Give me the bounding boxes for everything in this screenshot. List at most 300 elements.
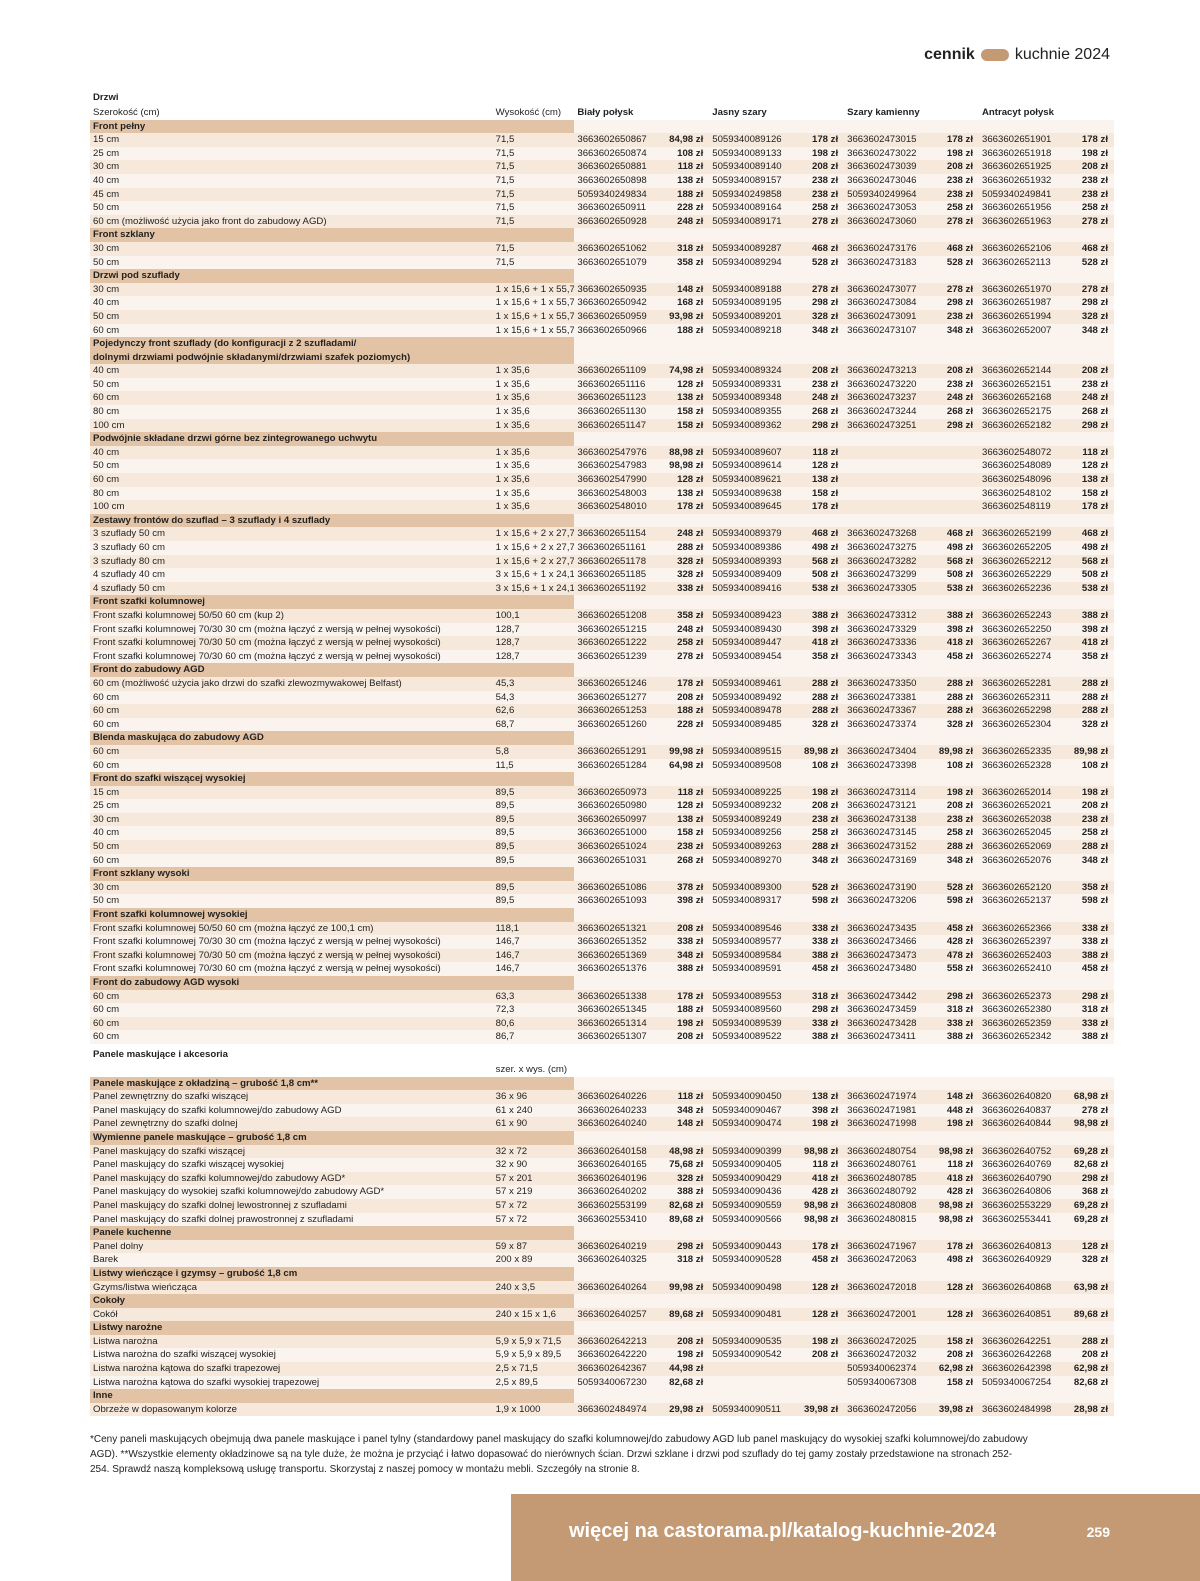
code-cell: 3663602651208 xyxy=(574,609,664,623)
price-cell xyxy=(799,1362,844,1376)
code-cell: 5059340090566 xyxy=(709,1213,799,1227)
price-cell: 318 zł xyxy=(799,990,844,1004)
table-row xyxy=(90,894,1114,908)
code-cell: 5059340089423 xyxy=(709,609,799,623)
category-blank-cell xyxy=(574,976,709,990)
product-size: 240 x 3,5 xyxy=(493,1281,575,1295)
code-cell: 3663602652267 xyxy=(979,636,1069,650)
footnote: *Ceny paneli maskujących obejmują dwa panele maskujące i panel tylny (standardowy panel maskujący do szafki kolumnowej/do zabudowy AGD lub panel maskujący do wysokiej szafki kolumnowej/do zabudowy AGD). **Wszystkie elementy okładzinowe są na tyle duże, że można je przyciąć i łatwo dopasować do nierównych ścian. Drzwi szklane i drzwi pod szuflady do tej gamy zostały przedstawione na stronach 252-254. Sprawdź naszą kompleksową usługę transportu. Skorzystaj z naszej pomocy w montażu mebli. Szczegóły na stronie 8. xyxy=(90,1434,1028,1475)
code-cell: 3663602651178 xyxy=(574,555,664,569)
code-cell: 3663602650898 xyxy=(574,174,664,188)
table-row xyxy=(90,922,1114,936)
product-name: Panel maskujący do szafki wiszącej xyxy=(90,1145,493,1159)
code-cell: 3663602473268 xyxy=(844,527,934,541)
code-cell: 5059340249834 xyxy=(574,188,664,202)
name-column-header: Szerokość (cm) xyxy=(93,107,160,118)
code-cell: 3663602651154 xyxy=(574,527,664,541)
category-blank-cell xyxy=(844,976,979,990)
product-size: 1 x 35,6 xyxy=(493,378,575,392)
price-cell: 298 zł xyxy=(934,296,979,310)
code-cell: 3663602473213 xyxy=(844,364,934,378)
code-cell: 3663602651284 xyxy=(574,759,664,773)
price-cell: 82,68 zł xyxy=(1069,1158,1114,1172)
price-cell: 258 zł xyxy=(934,201,979,215)
code-cell: 3663602651109 xyxy=(574,364,664,378)
code-cell: 3663602553229 xyxy=(979,1199,1069,1213)
category-blank-cell xyxy=(979,595,1114,609)
category-row xyxy=(90,1226,1114,1240)
category-row xyxy=(90,1131,1114,1145)
color-column-header-jasny: Jasny szary xyxy=(712,107,767,118)
table-row xyxy=(90,718,1114,732)
product-size: 3 x 15,6 + 1 x 24,1 xyxy=(493,582,575,596)
code-cell: 3663602640325 xyxy=(574,1253,664,1267)
category-blank-cell xyxy=(979,228,1114,242)
price-cell: 108 zł xyxy=(1069,759,1114,773)
product-size: 71,5 xyxy=(493,188,575,202)
price-cell: 138 zł xyxy=(664,391,709,405)
code-cell: 3663602652076 xyxy=(979,854,1069,868)
price-cell: 69,28 zł xyxy=(1069,1199,1114,1213)
price-cell: 178 zł xyxy=(934,133,979,147)
code-cell: 3663602651970 xyxy=(979,283,1069,297)
table-row xyxy=(90,324,1114,338)
code-cell: 3663602640844 xyxy=(979,1117,1069,1131)
table-row xyxy=(90,949,1114,963)
table-row xyxy=(90,677,1114,691)
code-cell: 3663602652380 xyxy=(979,1003,1069,1017)
name-column-header xyxy=(90,1063,493,1077)
code-cell: 3663602651000 xyxy=(574,826,664,840)
code-cell xyxy=(844,459,934,473)
product-name: Cokół xyxy=(90,1308,493,1322)
category-blank-cell xyxy=(844,1077,979,1091)
category-blank-cell xyxy=(844,1294,979,1308)
code-cell: 5059340249964 xyxy=(844,188,934,202)
category-label: Front szafki kolumnowej wysokiej xyxy=(90,908,574,922)
category-blank-cell xyxy=(844,1267,979,1281)
product-name: 4 szuflady 40 cm xyxy=(90,568,493,582)
product-name: 30 cm xyxy=(90,283,493,297)
product-name: Barek xyxy=(90,1253,493,1267)
product-name: 15 cm xyxy=(90,133,493,147)
price-cell: 238 zł xyxy=(799,188,844,202)
price-cell: 108 zł xyxy=(799,759,844,773)
category-label: Podwójnie składane drzwi górne bez zintegrowanego uchwytu xyxy=(90,432,574,446)
code-cell: 5059340089287 xyxy=(709,242,799,256)
category-blank-cell xyxy=(979,269,1114,283)
price-cell: 288 zł xyxy=(799,677,844,691)
price-cell: 128 zł xyxy=(934,1281,979,1295)
product-name: Panel maskujący do szafki kolumnowej/do zabudowy AGD* xyxy=(90,1172,493,1186)
price-cell: 248 zł xyxy=(1069,391,1114,405)
code-cell: 3663602650966 xyxy=(574,324,664,338)
category-label: Front do szafki wiszącej wysokiej xyxy=(90,772,574,786)
table-row xyxy=(90,1199,1114,1213)
price-cell: 338 zł xyxy=(799,935,844,949)
price-cell: 348 zł xyxy=(799,854,844,868)
catalog-link[interactable]: więcej na castorama.pl/katalog-kuchnie-2024 xyxy=(569,1520,996,1542)
product-size: 57 x 72 xyxy=(493,1199,575,1213)
category-label: Blenda maskująca do zabudowy AGD xyxy=(90,731,574,745)
product-size: 89,5 xyxy=(493,826,575,840)
price-cell: 358 zł xyxy=(664,256,709,270)
code-cell: 3663602652168 xyxy=(979,391,1069,405)
code-cell: 3663602473305 xyxy=(844,582,934,596)
code-cell: 5059340089188 xyxy=(709,283,799,297)
product-size: 5,9 x 5,9 x 89,5 xyxy=(493,1348,575,1362)
table-row xyxy=(90,473,1114,487)
category-blank-cell xyxy=(844,514,979,528)
header-pill-decoration xyxy=(981,49,1009,61)
code-cell: 5059340089171 xyxy=(709,215,799,229)
table-row xyxy=(90,133,1114,147)
product-size: 1 x 35,6 xyxy=(493,391,575,405)
category-blank-cell xyxy=(979,1321,1114,1335)
category-label: Listwy wieńczące i gzymsy – grubość 1,8 cm xyxy=(90,1267,574,1281)
price-cell: 398 zł xyxy=(799,623,844,637)
price-cell: 98,98 zł xyxy=(799,1145,844,1159)
product-size: 128,7 xyxy=(493,623,575,637)
price-cell: 258 zł xyxy=(1069,201,1114,215)
price-cell: 348 zł xyxy=(1069,324,1114,338)
price-cell: 538 zł xyxy=(1069,582,1114,596)
product-name: Front szafki kolumnowej 70/30 50 cm (można łączyć z wersją w pełnej wysokości) xyxy=(90,636,493,650)
price-cell: 428 zł xyxy=(799,1185,844,1199)
product-size: 86,7 xyxy=(493,1030,575,1044)
price-cell: 278 zł xyxy=(799,283,844,297)
code-cell: 5059340089393 xyxy=(709,555,799,569)
price-cell: 208 zł xyxy=(799,799,844,813)
code-cell: 3663602473183 xyxy=(844,256,934,270)
code-cell: 3663602652205 xyxy=(979,541,1069,555)
code-cell: 5059340089386 xyxy=(709,541,799,555)
category-blank-cell xyxy=(574,1321,709,1335)
code-cell: 3663602640790 xyxy=(979,1172,1069,1186)
table-row xyxy=(90,419,1114,433)
category-blank-cell xyxy=(709,228,844,242)
product-name: 3 szuflady 60 cm xyxy=(90,541,493,555)
footer-banner[interactable] xyxy=(511,1494,1200,1581)
category-blank-cell xyxy=(979,1267,1114,1281)
category-blank-cell xyxy=(574,731,709,745)
code-cell: 3663602473244 xyxy=(844,405,934,419)
price-cell: 278 zł xyxy=(1069,1104,1114,1118)
code-cell: 5059340089614 xyxy=(709,459,799,473)
price-cell: 208 zł xyxy=(934,364,979,378)
color-column-header-jasny xyxy=(709,1063,844,1077)
table-row xyxy=(90,826,1114,840)
product-name: Panel zewnętrzny do szafki wiszącej xyxy=(90,1090,493,1104)
code-cell: 3663602651321 xyxy=(574,922,664,936)
code-cell: 3663602473220 xyxy=(844,378,934,392)
code-cell: 5059340090528 xyxy=(709,1253,799,1267)
code-cell: 3663602650959 xyxy=(574,310,664,324)
panels-price-table xyxy=(90,1047,1114,1416)
code-cell: 5059340090399 xyxy=(709,1145,799,1159)
price-cell: 538 zł xyxy=(799,582,844,596)
category-row xyxy=(90,432,1114,446)
code-cell: 3663602640752 xyxy=(979,1145,1069,1159)
category-blank-cell xyxy=(844,595,979,609)
code-cell: 3663602473282 xyxy=(844,555,934,569)
table-row xyxy=(90,609,1114,623)
price-cell: 178 zł xyxy=(664,990,709,1004)
price-cell: 238 zł xyxy=(1069,378,1114,392)
code-cell: 3663602640806 xyxy=(979,1185,1069,1199)
code-cell: 3663602640196 xyxy=(574,1172,664,1186)
table-row xyxy=(90,256,1114,270)
price-cell: 89,98 zł xyxy=(799,745,844,759)
price-cell: 69,28 zł xyxy=(1069,1145,1114,1159)
code-cell: 5059340062374 xyxy=(844,1362,934,1376)
price-cell: 29,98 zł xyxy=(664,1403,709,1417)
code-cell: 3663602473053 xyxy=(844,201,934,215)
product-size: 89,5 xyxy=(493,854,575,868)
product-size: 1 x 35,6 xyxy=(493,364,575,378)
product-name: 60 cm xyxy=(90,759,493,773)
product-name: 50 cm xyxy=(90,310,493,324)
table-row xyxy=(90,188,1114,202)
code-cell: 5059340089638 xyxy=(709,487,799,501)
code-cell: 3663602473442 xyxy=(844,990,934,1004)
section-title: Drzwi xyxy=(93,92,119,104)
price-cell: 118 zł xyxy=(664,1090,709,1104)
product-size: 59 x 87 xyxy=(493,1240,575,1254)
table-row xyxy=(90,1104,1114,1118)
product-name: Panel maskujący do wysokiej szafki kolumnowej/do zabudowy AGD* xyxy=(90,1185,493,1199)
code-cell: 3663602640851 xyxy=(979,1308,1069,1322)
price-cell: 158 zł xyxy=(799,487,844,501)
product-name: 25 cm xyxy=(90,799,493,813)
code-cell: 5059340249841 xyxy=(979,188,1069,202)
price-cell: 188 zł xyxy=(664,324,709,338)
table-row xyxy=(90,990,1114,1004)
product-size: 89,5 xyxy=(493,881,575,895)
product-name: 50 cm xyxy=(90,256,493,270)
table-row xyxy=(90,1348,1114,1362)
product-name: 100 cm xyxy=(90,419,493,433)
table-row xyxy=(90,840,1114,854)
price-cell: 298 zł xyxy=(934,419,979,433)
price-cell: 44,98 zł xyxy=(664,1362,709,1376)
code-cell: 3663602480785 xyxy=(844,1172,934,1186)
category-blank-cell xyxy=(709,1267,844,1281)
price-cell: 348 zł xyxy=(664,1104,709,1118)
table-row xyxy=(90,1308,1114,1322)
category-blank-cell xyxy=(709,595,844,609)
code-cell: 3663602652359 xyxy=(979,1017,1069,1031)
category-blank-cell xyxy=(574,269,709,283)
category-blank-cell xyxy=(844,908,979,922)
code-cell: 3663602651901 xyxy=(979,133,1069,147)
table-row xyxy=(90,1362,1114,1376)
code-cell: 3663602548072 xyxy=(979,446,1069,460)
category-blank-cell xyxy=(574,908,709,922)
table-row xyxy=(90,813,1114,827)
code-cell: 5059340090405 xyxy=(709,1158,799,1172)
code-cell: 3663602473176 xyxy=(844,242,934,256)
product-size: 11,5 xyxy=(493,759,575,773)
price-cell: 238 zł xyxy=(664,840,709,854)
price-cell: 418 zł xyxy=(1069,636,1114,650)
product-size: 68,7 xyxy=(493,718,575,732)
code-cell: 5059340089508 xyxy=(709,759,799,773)
price-cell: 198 zł xyxy=(934,147,979,161)
code-cell: 5059340089430 xyxy=(709,623,799,637)
code-cell: 3663602651024 xyxy=(574,840,664,854)
category-blank-cell xyxy=(844,1226,979,1240)
code-cell: 5059340089379 xyxy=(709,527,799,541)
price-cell: 188 zł xyxy=(664,188,709,202)
price-cell: 118 zł xyxy=(664,786,709,800)
price-cell: 128 zł xyxy=(1069,1240,1114,1254)
category-row xyxy=(90,1077,1114,1091)
price-cell: 288 zł xyxy=(1069,840,1114,854)
category-blank-cell xyxy=(709,908,844,922)
product-name: 60 cm xyxy=(90,391,493,405)
product-name: 80 cm xyxy=(90,405,493,419)
product-size: 1 x 35,6 xyxy=(493,500,575,514)
table-row xyxy=(90,215,1114,229)
price-cell: 328 zł xyxy=(799,310,844,324)
price-cell: 93,98 zł xyxy=(664,310,709,324)
code-cell: 3663602472056 xyxy=(844,1403,934,1417)
category-blank-cell xyxy=(709,120,844,134)
code-cell: 3663602640202 xyxy=(574,1185,664,1199)
category-label: Wymienne panele maskujące – grubość 1,8 cm xyxy=(90,1131,574,1145)
price-cell: 178 zł xyxy=(799,500,844,514)
price-cell: 358 zł xyxy=(1069,650,1114,664)
price-cell xyxy=(934,500,979,514)
code-cell: 3663602651338 xyxy=(574,990,664,1004)
product-size: 5,9 x 5,9 x 71,5 xyxy=(493,1335,575,1349)
table-row xyxy=(90,1172,1114,1186)
code-cell: 3663602651161 xyxy=(574,541,664,555)
category-blank-cell xyxy=(709,1294,844,1308)
price-cell: 208 zł xyxy=(664,691,709,705)
price-cell: 74,98 zł xyxy=(664,364,709,378)
code-cell: 3663602473022 xyxy=(844,147,934,161)
code-cell: 3663602651994 xyxy=(979,310,1069,324)
code-cell: 3663602651062 xyxy=(574,242,664,256)
price-cell: 558 zł xyxy=(934,962,979,976)
code-cell: 3663602473251 xyxy=(844,419,934,433)
product-size: 57 x 201 xyxy=(493,1172,575,1186)
code-cell: 3663602652175 xyxy=(979,405,1069,419)
category-blank-cell xyxy=(574,228,709,242)
code-cell: 3663602473374 xyxy=(844,718,934,732)
code-cell: 3663602652069 xyxy=(979,840,1069,854)
product-name: Listwa narożna do szafki wiszącej wysokiej xyxy=(90,1348,493,1362)
code-cell: 5059340089522 xyxy=(709,1030,799,1044)
category-label: Front szafki kolumnowej xyxy=(90,595,574,609)
product-name: Front szafki kolumnowej 70/30 50 cm (można łączyć z wersją w pełnej wysokości) xyxy=(90,949,493,963)
code-cell: 3663602651260 xyxy=(574,718,664,732)
code-cell: 5059340090481 xyxy=(709,1308,799,1322)
price-cell: 39,98 zł xyxy=(934,1403,979,1417)
code-cell: 3663602642268 xyxy=(979,1348,1069,1362)
price-cell: 148 zł xyxy=(934,1090,979,1104)
code-cell: 5059340089478 xyxy=(709,704,799,718)
table-row xyxy=(90,160,1114,174)
price-cell: 258 zł xyxy=(934,826,979,840)
price-cell: 248 zł xyxy=(664,527,709,541)
code-cell: 3663602652106 xyxy=(979,242,1069,256)
table-row xyxy=(90,1281,1114,1295)
code-cell: 3663602651116 xyxy=(574,378,664,392)
code-cell: 3663602651932 xyxy=(979,174,1069,188)
price-cell: 338 zł xyxy=(1069,935,1114,949)
category-label: Cokoły xyxy=(90,1294,574,1308)
code-cell: 3663602472063 xyxy=(844,1253,934,1267)
code-cell: 5059340089492 xyxy=(709,691,799,705)
price-cell: 298 zł xyxy=(799,1003,844,1017)
category-blank-cell xyxy=(844,1389,979,1403)
code-cell: 3663602547976 xyxy=(574,446,664,460)
category-blank-cell xyxy=(574,337,709,351)
price-cell: 528 zł xyxy=(934,881,979,895)
price-cell: 448 zł xyxy=(934,1104,979,1118)
product-name: 60 cm xyxy=(90,1030,493,1044)
table-row xyxy=(90,1213,1114,1227)
code-cell: 5059340089362 xyxy=(709,419,799,433)
product-size: 71,5 xyxy=(493,174,575,188)
price-cell: 69,28 zł xyxy=(1069,1213,1114,1227)
code-cell: 3663602652014 xyxy=(979,786,1069,800)
category-blank-cell xyxy=(574,1131,709,1145)
price-cell: 538 zł xyxy=(934,582,979,596)
code-cell: 3663602480792 xyxy=(844,1185,934,1199)
price-cell: 328 zł xyxy=(1069,310,1114,324)
code-cell: 3663602652298 xyxy=(979,704,1069,718)
code-cell: 5059340089164 xyxy=(709,201,799,215)
price-cell: 248 zł xyxy=(934,391,979,405)
code-cell: 3663602652236 xyxy=(979,582,1069,596)
code-cell: 3663602472032 xyxy=(844,1348,934,1362)
code-cell: 3663602484974 xyxy=(574,1403,664,1417)
category-row xyxy=(90,1294,1114,1308)
section-subheader-row xyxy=(90,1063,1114,1077)
price-cell: 288 zł xyxy=(934,704,979,718)
price-cell: 288 zł xyxy=(799,691,844,705)
code-cell: 3663602472001 xyxy=(844,1308,934,1322)
category-blank-cell xyxy=(844,120,979,134)
price-cell: 268 zł xyxy=(1069,405,1114,419)
code-cell: 3663602640257 xyxy=(574,1308,664,1322)
product-name: 60 cm (możliwość użycia jako front do zabudowy AGD) xyxy=(90,215,493,229)
price-cell: 118 zł xyxy=(799,446,844,460)
code-cell: 3663602642213 xyxy=(574,1335,664,1349)
code-cell: 3663602650973 xyxy=(574,786,664,800)
price-cell: 238 zł xyxy=(934,188,979,202)
code-cell: 3663602640158 xyxy=(574,1145,664,1159)
product-size: 1 x 35,6 xyxy=(493,419,575,433)
code-cell: 3663602650928 xyxy=(574,215,664,229)
code-cell: 3663602650997 xyxy=(574,813,664,827)
price-cell: 82,68 zł xyxy=(664,1376,709,1390)
category-blank-cell xyxy=(979,867,1114,881)
table-row xyxy=(90,786,1114,800)
price-cell: 98,98 zł xyxy=(934,1145,979,1159)
section-title-row xyxy=(90,1047,1114,1063)
price-cell: 118 zł xyxy=(664,160,709,174)
category-blank-cell xyxy=(844,1131,979,1145)
color-column-header-kamienny xyxy=(844,1063,979,1077)
price-cell: 348 zł xyxy=(934,324,979,338)
code-cell: 5059340089157 xyxy=(709,174,799,188)
price-cell: 118 zł xyxy=(1069,446,1114,460)
